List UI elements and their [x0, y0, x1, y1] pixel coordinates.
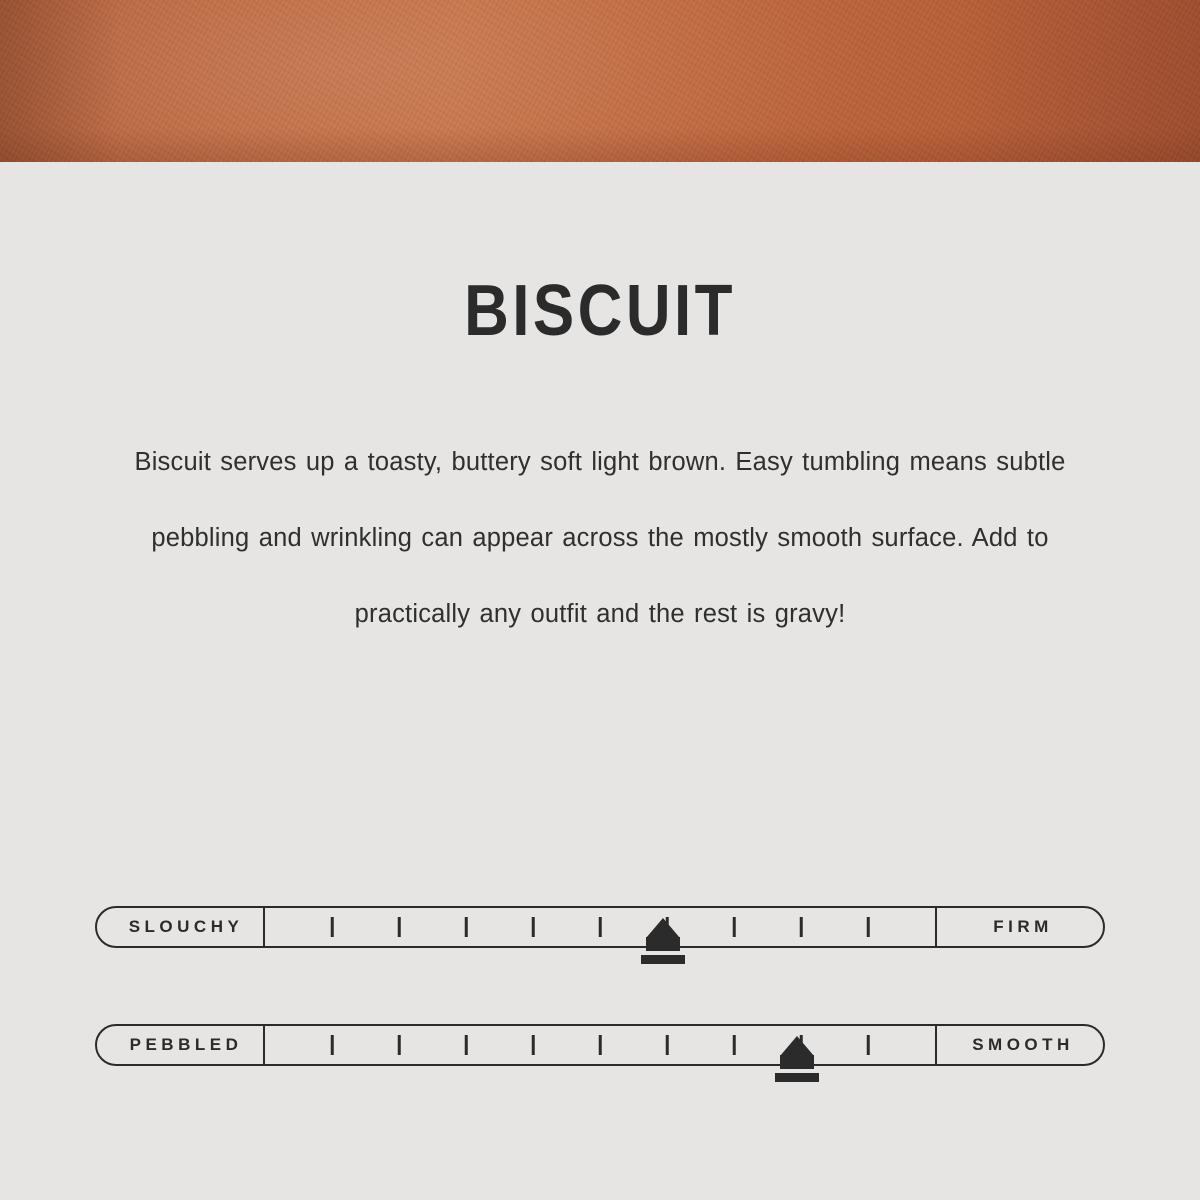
slider-tick — [733, 1035, 736, 1055]
slider-texture[interactable] — [95, 1024, 1105, 1066]
slider-tick — [867, 1035, 870, 1055]
slider-tick — [532, 1035, 535, 1055]
slider-tick — [733, 917, 736, 937]
slider-structure-track[interactable] — [95, 906, 1105, 948]
handle-base — [775, 1073, 819, 1082]
slider-structure-handle[interactable] — [642, 927, 684, 979]
slider-structure-left-label: SLOUCHY — [97, 908, 265, 946]
content-panel — [0, 162, 1200, 1200]
slider-tick — [867, 917, 870, 937]
leather-swatch-band — [0, 0, 1200, 162]
slider-tick — [532, 917, 535, 937]
handle-body — [646, 937, 680, 951]
slider-tick — [666, 1035, 669, 1055]
slider-tick — [465, 917, 468, 937]
slider-texture-left-label: PEBBLED — [97, 1026, 265, 1064]
slider-texture-ticks — [265, 1026, 935, 1064]
slider-tick — [331, 917, 334, 937]
handle-body — [780, 1055, 814, 1069]
page-title: BISCUIT — [464, 271, 736, 351]
slider-tick — [331, 1035, 334, 1055]
slider-tick — [599, 917, 602, 937]
slider-tick — [465, 1035, 468, 1055]
slider-tick — [599, 1035, 602, 1055]
slider-structure-ticks — [265, 908, 935, 946]
slider-tick — [398, 1035, 401, 1055]
swatch-shade-right — [960, 0, 1200, 162]
swatch-shade-left — [0, 0, 120, 162]
slider-texture-right-label: SMOOTH — [935, 1026, 1103, 1064]
handle-arrow-icon — [780, 1036, 814, 1056]
handle-arrow-icon — [646, 918, 680, 938]
slider-structure[interactable] — [95, 906, 1105, 948]
slider-tick — [398, 917, 401, 937]
swatch-shade-bottom — [0, 128, 1200, 162]
slider-structure-right-label: FIRM — [935, 908, 1103, 946]
slider-tick — [800, 917, 803, 937]
color-description: Biscuit serves up a toasty, buttery soft light brown. Easy tumbling means subtle pebbling and wrinkling can appear across the mostly smooth surface. Add to practically any outfit and the rest is gravy! — [134, 448, 1066, 628]
slider-texture-track[interactable] — [95, 1024, 1105, 1066]
handle-base — [641, 955, 685, 964]
slider-texture-handle[interactable] — [776, 1045, 818, 1097]
